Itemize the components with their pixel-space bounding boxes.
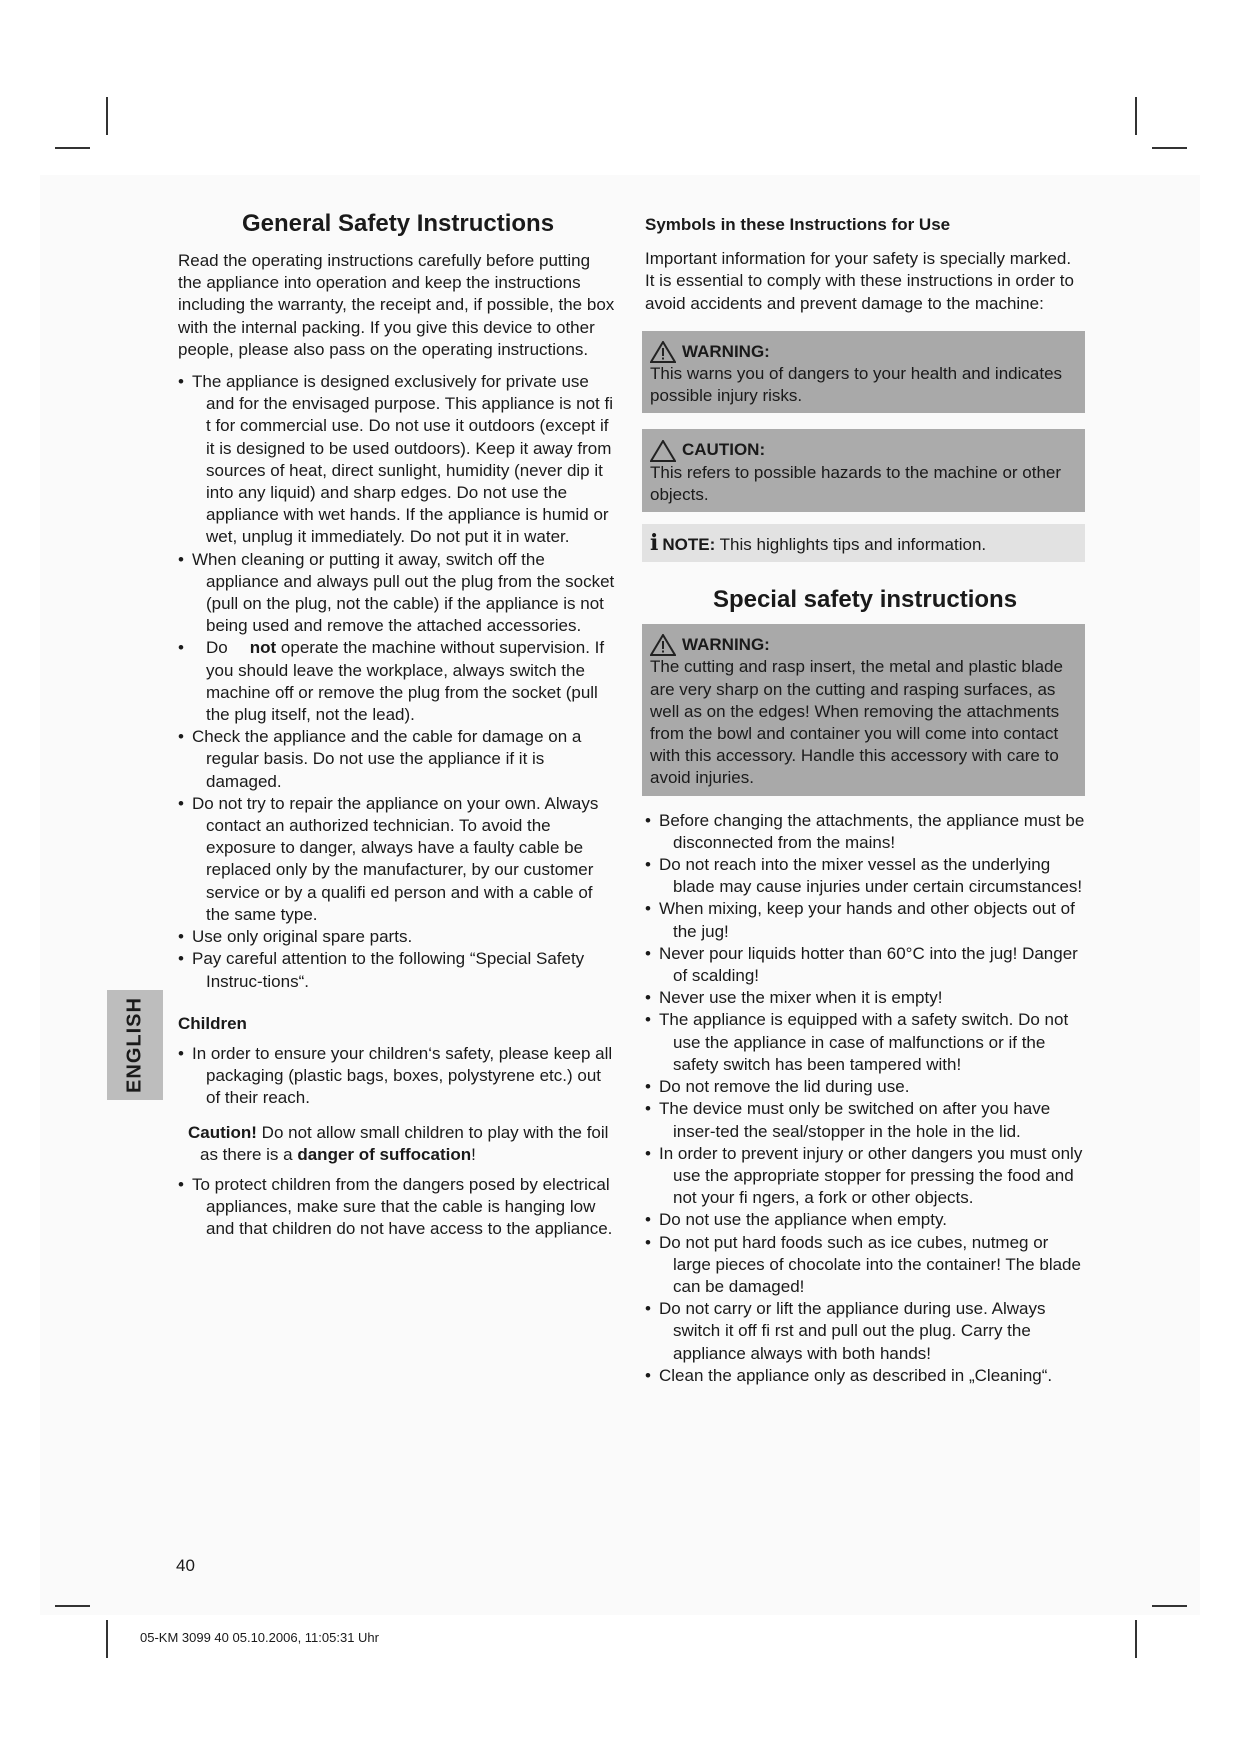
- warning-text-2: The cutting and rasp insert, the metal and plastic blade are very sharp on the cutting and rasping surfaces, as well as on the edges! When removing the attachments from the bowl and container you will come into contact with this accessory. Handle this accessory with care to avoid injuries.: [650, 657, 1063, 788]
- children-caution: [188, 1122, 618, 1166]
- special-safety-title: Special safety instructions: [712, 586, 1018, 614]
- general-safety-title: General Safety Instructions: [241, 210, 555, 237]
- list-item: • Before changing the attachments, the appliance must be disconnected from the mains!: [645, 810, 1085, 854]
- warning-label: WARNING:: [682, 341, 770, 361]
- language-tab: [107, 990, 163, 1100]
- caution-text: This refers to possible hazards to the machine or other objects.: [650, 462, 1062, 504]
- caution-bold: danger of suffocation: [297, 1144, 472, 1164]
- symbols-intro: Important information for your safety is specially marked. It is essential to comply with these instructions in order to avoid accidents and prevent damage to the machine:: [645, 249, 1074, 313]
- crop-mark: [1152, 1605, 1187, 1607]
- language-tab-label: ENGLISH: [123, 997, 146, 1093]
- caution-end: !: [471, 1144, 476, 1164]
- warning-triangle-icon: [650, 341, 676, 363]
- caution-box: [642, 429, 1085, 512]
- list-item: • Never use the mixer when it is empty!: [645, 987, 1085, 1009]
- list-item: • Use only original spare parts.: [178, 926, 618, 948]
- list-item: • In order to prevent injury or other dangers you must only use the appropriate stopper for pressing the food and not your fi ngers, a fork or other objects.: [645, 1143, 1085, 1210]
- caution-text: Do not allow small children to play with the foil as there is a: [200, 1122, 609, 1164]
- list-item: • Do not try to repair the appliance on your own. Always contact an authorized technician. To avoid the exposure to danger, always have a faulty cable be replaced only by the manufacturer, by our customer service or by a qualifi ed person and with a cable of the same type.: [178, 793, 618, 926]
- list-item: • The device must only be switched on after you have inser-ted the seal/stopper in the hole in the lid.: [645, 1098, 1085, 1142]
- left-column: [178, 210, 618, 1241]
- list-item: • To protect children from the dangers posed by electrical appliances, make sure that the cable is hanging low and that children do not have access to the appliance.: [178, 1174, 618, 1241]
- warning-triangle-icon: [650, 634, 676, 656]
- list-item: • Do not use the appliance when empty.: [645, 1209, 1085, 1231]
- crop-mark: [106, 1620, 108, 1658]
- list-item: • In order to ensure your children‘s safety, please keep all packaging (plastic bags, boxes, polystyrene etc.) out of their reach.: [178, 1043, 618, 1110]
- list-item: • Clean the appliance only as described in „Cleaning“.: [645, 1365, 1085, 1387]
- warning-header-2: [650, 634, 1077, 656]
- list-item: • Do not put hard foods such as ice cubes, nutmeg or large pieces of chocolate into the container! The blade can be damaged!: [645, 1232, 1085, 1299]
- crop-mark: [1152, 147, 1187, 149]
- page-number: 40: [176, 1556, 195, 1575]
- children-list: [178, 1043, 618, 1110]
- list-item: [178, 637, 618, 726]
- special-safety-list: [645, 810, 1085, 1387]
- list-item: • The appliance is designed exclusively for private use and for the envisaged purpose. This appliance is not fi t for commercial use. Do not use it outdoors (except if it is designed to be used outdoors). Keep it away from sources of heat, direct sunlight, humidity (never dip it into any liquid) and sharp edges. Do not use the appliance with wet hands. If the appliance is humid or wet, unplug it immediately. Do not put it in water.: [178, 371, 618, 549]
- crop-mark: [1135, 1620, 1137, 1658]
- list-item: • When mixing, keep your hands and other objects out of the jug!: [645, 898, 1085, 942]
- list-item: • Pay careful attention to the following “Special Safety Instruc-tions“.: [178, 948, 618, 992]
- symbols-heading: Symbols in these Instructions for Use: [645, 215, 951, 234]
- list-item: • Check the appliance and the cable for damage on a regular basis. Do not use the appliance if it is damaged.: [178, 726, 618, 793]
- caution-header: [650, 439, 1077, 461]
- caution-label: Caution!: [188, 1122, 257, 1142]
- list-item: • Do not carry or lift the appliance during use. Always switch it off fi rst and pull out the plug. Carry the appliance always with both hands!: [645, 1298, 1085, 1365]
- warning-text: This warns you of dangers to your health and indicates possible injury risks.: [650, 364, 1063, 406]
- list-item: • The appliance is equipped with a safety switch. Do not use the appliance in case of malfunctions or if the safety switch has been tampered with!: [645, 1009, 1085, 1076]
- list-item: • Do not reach into the mixer vessel as the underlying blade may cause injuries under certain circumstances!: [645, 854, 1085, 898]
- caution-triangle-icon: [650, 440, 676, 462]
- crop-mark: [106, 97, 108, 135]
- note-label: NOTE:: [662, 535, 716, 555]
- note-text: This highlights tips and information.: [719, 535, 987, 555]
- warning-header: [650, 341, 1077, 363]
- print-footer: 05-KM 3099 40 05.10.2006, 11:05:31 Uhr: [140, 1630, 379, 1645]
- crop-mark: [1135, 97, 1137, 135]
- do-word: Do: [206, 638, 228, 658]
- general-safety-intro: Read the operating instructions carefully before putting the appliance into operation and keep the instructions including the warranty, the receipt and, if possible, the box with the internal packing. If you give this device to other people, please also pass on the operating instructions.: [178, 251, 615, 359]
- crop-mark: [55, 147, 90, 149]
- right-column: [645, 210, 1085, 1387]
- note-box: [642, 524, 1085, 562]
- caution-label: CAUTION:: [682, 440, 766, 460]
- do-not-text: operate the machine without supervision. If you should leave the workplace, always switch the machine off or remove the plug from the socket (pull the plug itself, not the lead).: [206, 638, 605, 725]
- list-item: • Do not remove the lid during use.: [645, 1076, 1085, 1098]
- list-item: • Never pour liquids hotter than 60°C into the jug! Danger of scalding!: [645, 943, 1085, 987]
- not-word: not: [249, 638, 277, 658]
- children-list-2: [178, 1174, 618, 1241]
- list-item: • When cleaning or putting it away, switch off the appliance and always pull out the plug from the socket (pull on the plug, not the cable) if the appliance is not being used and remove the attached accessories.: [178, 549, 618, 638]
- general-safety-list: [178, 371, 618, 993]
- crop-mark: [55, 1605, 90, 1607]
- warning-label-2: WARNING:: [682, 635, 770, 655]
- children-heading: Children: [178, 1013, 247, 1033]
- warning-box: [642, 331, 1085, 414]
- info-icon: i: [650, 530, 659, 557]
- warning-box-2: [642, 624, 1085, 795]
